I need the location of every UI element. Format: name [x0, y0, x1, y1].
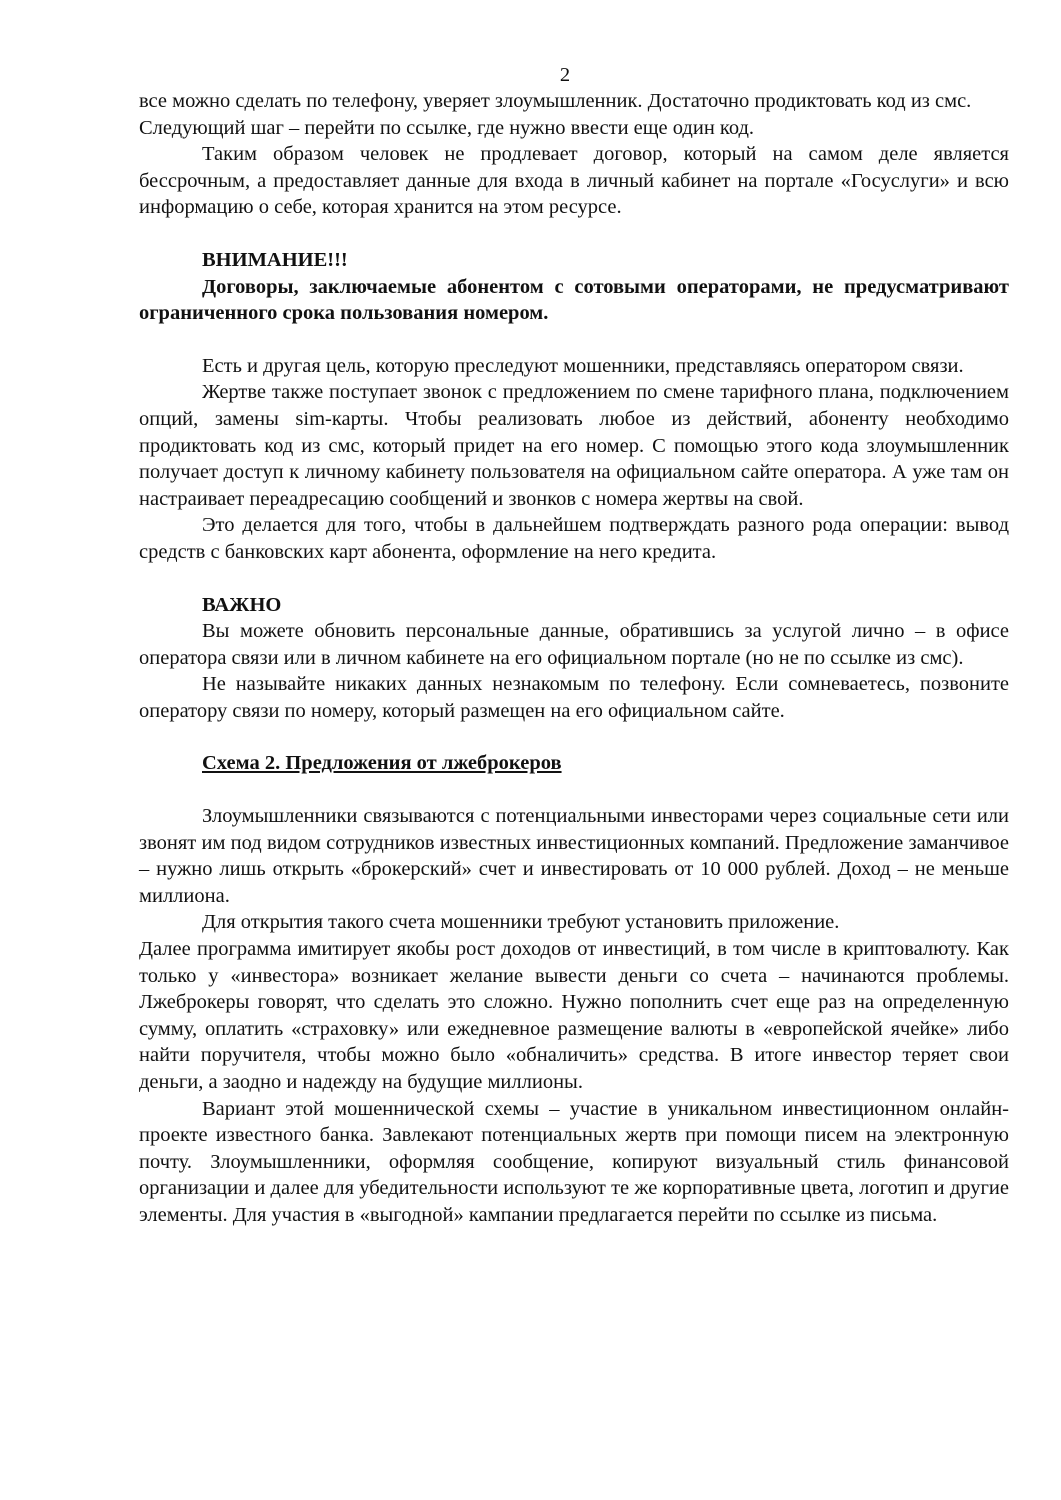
- page-number: 2: [559, 64, 571, 86]
- paragraph: Жертве также поступает звонок с предложением по смене тарифного плана, подключением опций, замены sim-карты. Чтобы реализовать любое из действий, абоненту необходимо продиктовать код из смс, который придет на его номер. С помощью этого кода злоумышленник получает доступ к личному кабинету пользователя на официальном сайте оператора. А уже там он настраивает переадресацию сообщений и звонков с номера жертвы на свой.: [139, 381, 1009, 510]
- paragraph: Таким образом человек не продлевает договор, который на самом деле является бессрочным, а предоставляет данные для входа в личный кабинет на портале «Госуслуги» и всю информацию о себе, которая хранится на этом ресурсе.: [139, 143, 1009, 219]
- paragraph: Это делается для того, чтобы в дальнейшем подтверждать разного рода операции: вывод средств с банковских карт абонента, оформление на него кредита.: [139, 514, 1009, 563]
- paragraph: Вариант этой мошеннической схемы – участие в уникальном инвестиционном онлайн-проекте известного банка. Завлекают потенциальных жертв при помощи писем на электронную почту. Злоумышленники, оформляя сообщение, копируют визуальный стиль финансовой организации и далее для убедительности используют те же корпоративные цвета, логотип и другие элементы. Для участия в «выгодной» кампании предлагается перейти по ссылке из письма.: [139, 1097, 1009, 1226]
- paragraph: все можно сделать по телефону, уверяет злоумышленник. Достаточно продиктовать код из смс.: [139, 90, 972, 112]
- paragraph: Следующий шаг – перейти по ссылке, где нужно ввести еще один код.: [139, 116, 755, 139]
- paragraph: Не называйте никаких данных незнакомым по телефону. Если сомневаетесь, позвоните оператору связи по номеру, который размещен на его официальном сайте.: [139, 673, 1009, 722]
- paragraph: Для открытия такого счета мошенники требуют установить приложение.: [202, 911, 840, 934]
- paragraph: Есть и другая цель, которую преследуют мошенники, представляясь оператором связи.: [202, 354, 964, 377]
- attention-heading: ВНИМАНИЕ!!!: [202, 248, 348, 271]
- paragraph: Далее программа имитирует якобы рост доходов от инвестиций, в том числе в криптовалюту. Как только у «инвестора» возникает желание вывести деньги со счета – начинаются проблемы. Лжеброкеры говорят, что сделать это сложно. Нужно пополнить счет еще раз на определенную сумму, оплатить «страховку» или ежедневное размещение валюты в «европейской ячейке» либо найти поручителя, чтобы можно было «обналичить» средства. В итоге инвестор теряет свои деньги, а заодно и надежду на будущие миллионы.: [139, 938, 1009, 1093]
- important-heading: ВАЖНО: [202, 593, 282, 616]
- paragraph: Вы можете обновить персональные данные, обратившись за услугой лично – в офисе оператора связи или в личном кабинете на его официальном портале (но не по ссылке из смс).: [139, 620, 1009, 669]
- section-heading: Схема 2. Предложения от лжеброкеров: [202, 752, 562, 775]
- paragraph: Злоумышленники связываются с потенциальными инвесторами через социальные сети или звонят им под видом сотрудников известных инвестиционных компаний. Предложение заманчивое – нужно лишь открыть «брокерский» счет и инвестировать от 10 000 рублей. Доход – не меньше миллиона.: [139, 805, 1009, 907]
- attention-text: Договоры, заключаемые абонентом с сотовыми операторами, не предусматривают ограниченного срока пользования номером.: [139, 275, 1009, 325]
